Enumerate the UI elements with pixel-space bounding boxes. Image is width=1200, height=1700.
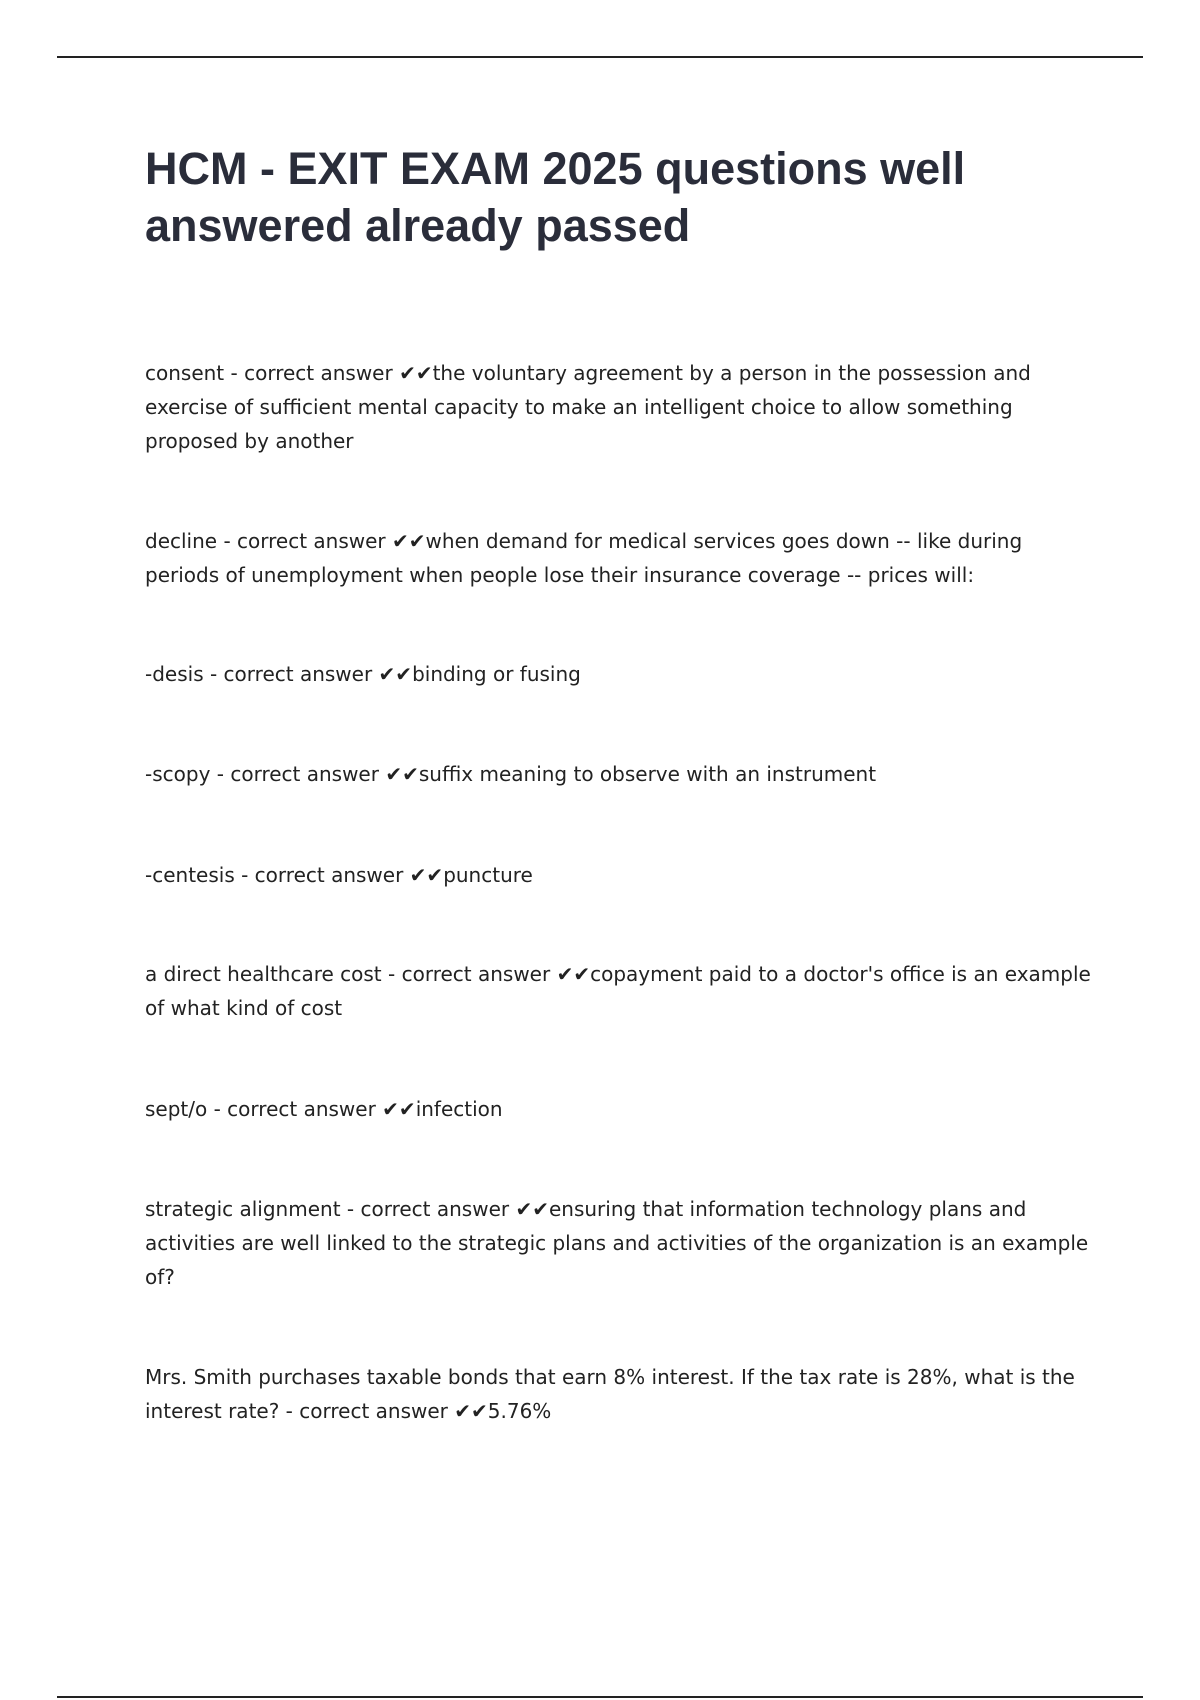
- top-rule: [57, 56, 1143, 58]
- double-check-icon: ✔✔: [399, 361, 433, 385]
- page-title: HCM - EXIT EXAM 2025 questions well answered already passed: [145, 143, 966, 251]
- qa-item: [145, 1192, 1095, 1294]
- qa-answer: copayment paid to a doctor's office is an example of what kind of cost: [145, 962, 1091, 1020]
- double-check-icon: ✔✔: [385, 762, 419, 786]
- double-check-icon: ✔✔: [515, 1197, 549, 1221]
- qa-item: [145, 1360, 1095, 1428]
- qa-separator: - correct answer: [210, 762, 386, 786]
- qa-answer: puncture: [443, 863, 533, 887]
- qa-term: a direct healthcare cost: [145, 962, 382, 986]
- qa-separator: - correct answer: [203, 662, 379, 686]
- qa-separator: - correct answer: [217, 529, 393, 553]
- qa-item: [145, 356, 1095, 458]
- qa-item: [145, 657, 1095, 691]
- qa-item: [145, 858, 1095, 892]
- double-check-icon: ✔✔: [382, 1097, 416, 1121]
- qa-term: -desis: [145, 662, 204, 686]
- qa-item: [145, 1092, 1095, 1126]
- qa-answer: the voluntary agreement by a person in the possession and exercise of sufficient mental capacity to make an intelligent choice to allow something proposed by another: [145, 361, 1031, 453]
- qa-answer: when demand for medical services goes down -- like during periods of unemployment when people lose their insurance coverage -- prices will:: [145, 529, 1023, 587]
- qa-term: -centesis: [145, 863, 235, 887]
- qa-term: Mrs. Smith purchases taxable bonds that earn 8% interest. If the tax rate is 28%, what is the interest rate?: [145, 1365, 1075, 1423]
- qa-item: [145, 524, 1095, 592]
- qa-term: consent: [145, 361, 225, 385]
- bottom-rule: [57, 1696, 1143, 1698]
- qa-separator: - correct answer: [279, 1399, 455, 1423]
- qa-separator: - correct answer: [224, 361, 400, 385]
- qa-separator: - correct answer: [340, 1197, 516, 1221]
- qa-item: [145, 757, 1095, 791]
- qa-answer: 5.76%: [487, 1399, 552, 1423]
- double-check-icon: ✔✔: [454, 1399, 488, 1423]
- qa-term: sept/o: [145, 1097, 208, 1121]
- qa-separator: - correct answer: [381, 962, 557, 986]
- double-check-icon: ✔✔: [392, 529, 426, 553]
- double-check-icon: ✔✔: [378, 662, 413, 686]
- qa-term: decline: [145, 529, 218, 553]
- double-check-icon: ✔✔: [409, 863, 444, 887]
- qa-answer: ensuring that information technology plans and activities are well linked to the strategic plans and activities of the organization is an example of?: [145, 1197, 1089, 1289]
- qa-term: -scopy: [145, 762, 211, 786]
- qa-answer: suffix meaning to observe with an instrument: [418, 762, 877, 786]
- qa-answer: infection: [415, 1097, 503, 1121]
- double-check-icon: ✔✔: [556, 962, 591, 986]
- qa-item: [145, 957, 1095, 1025]
- qa-answer: binding or fusing: [412, 662, 581, 686]
- qa-separator: - correct answer: [207, 1097, 383, 1121]
- qa-separator: - correct answer: [234, 863, 410, 887]
- qa-term: strategic alignment: [145, 1197, 341, 1221]
